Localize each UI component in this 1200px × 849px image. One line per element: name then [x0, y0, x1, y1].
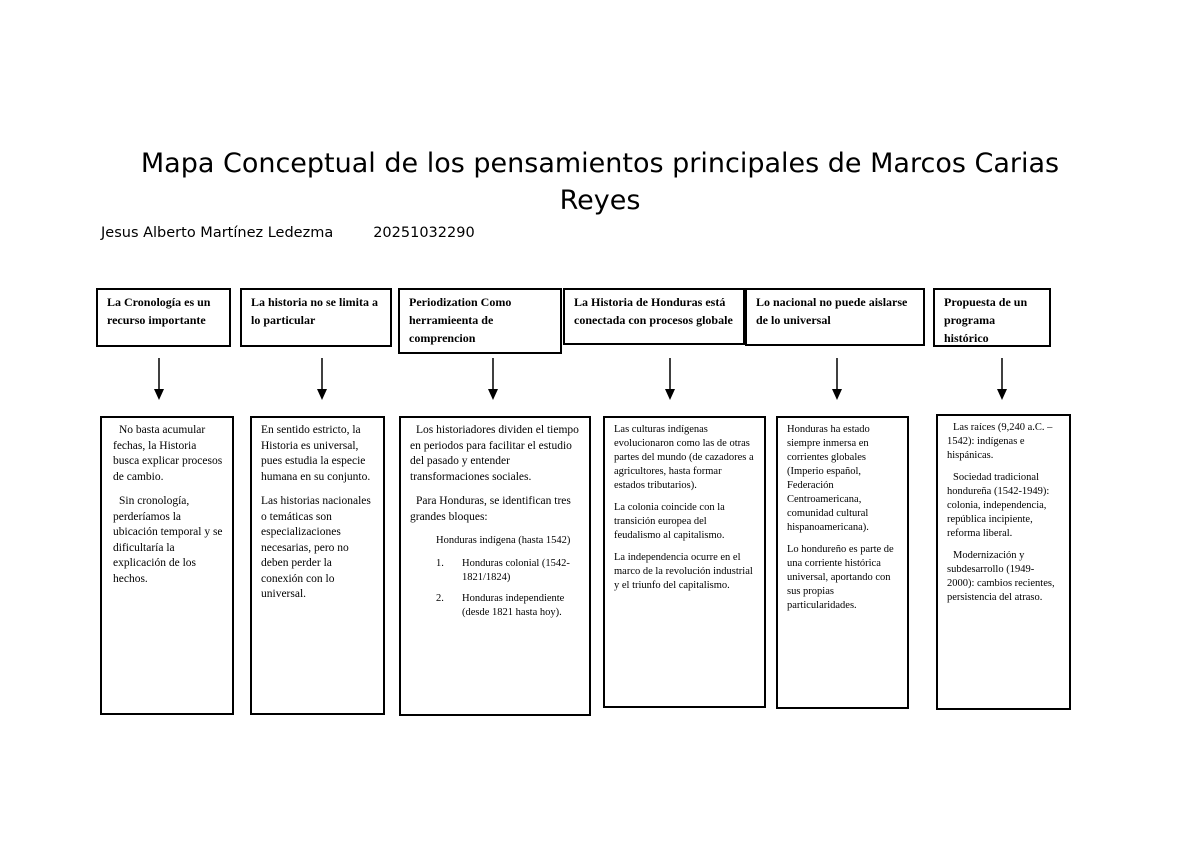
period-indigena: Honduras indígena (hasta 1542) — [436, 535, 571, 546]
list-text: Honduras independiente (desde 1821 hasta hoy). — [462, 593, 565, 618]
paragraph: Honduras ha estado siempre inmersa en corrientes globales (Imperio español, Federación Centroamericana, comunidad cultural hispanoamericana). — [787, 424, 870, 533]
arrow-down-icon — [994, 358, 1010, 400]
paragraph: No basta acumular fechas, la Historia busca explicar procesos de cambio. — [113, 424, 223, 483]
period-list — [410, 557, 580, 620]
paragraph: Para Honduras, se identifican tres grandes bloques: — [410, 495, 571, 523]
heading-box-nacional-universal — [745, 288, 925, 346]
list-text: Honduras colonial (1542-1821/1824) — [462, 558, 570, 583]
paragraph: Sin cronología, perderíamos la ubicación temporal y se dificultaría la explicación de los hechos. — [113, 495, 223, 585]
paragraph: Modernización y subdesarrollo (1949-2000): cambios recientes, persistencia del atraso. — [947, 550, 1055, 603]
list-item — [410, 592, 580, 620]
list-number: 2. — [436, 593, 444, 604]
paragraph: Las culturas indígenas evolucionaron como las de otras partes del mundo (de cazadores a agricultores, hasta formar estados tributarios). — [614, 424, 754, 491]
paragraph: En sentido estricto, la Historia es universal, pues estudia la especie humana en su conjunto. — [261, 424, 371, 483]
arrow-down-icon — [829, 358, 845, 400]
content-box-honduras-global — [603, 416, 766, 708]
paragraph: Sociedad tradicional hondureña (1542-1949): colonia, independencia, república incipiente, reforma liberal. — [947, 472, 1050, 539]
arrow-down-icon — [314, 358, 330, 400]
heading-box-programa-historico — [933, 288, 1051, 347]
content-box-historia-particular — [250, 416, 385, 715]
heading-text: Propuesta de un programa histórico — [944, 295, 1028, 345]
heading-box-cronologia — [96, 288, 231, 347]
content-box-programa-historico — [936, 414, 1071, 710]
heading-text: La Historia de Honduras está conectada con procesos globale — [574, 295, 733, 327]
heading-text: Lo nacional no puede aislarse de lo universal — [756, 295, 908, 327]
list-number: 1. — [436, 558, 444, 569]
content-box-nacional-universal — [776, 416, 909, 709]
page-title: Mapa Conceptual de los pensamientos principales de Marcos Carias Reyes — [140, 148, 1060, 216]
arrow-down-icon — [662, 358, 678, 400]
author-name: Jesus Alberto Martínez Ledezma — [101, 225, 334, 241]
content-box-periodization — [399, 416, 591, 716]
paragraph: Las historias nacionales o temáticas son especializaciones necesarias, pero no deben perder la conexión con lo universal. — [261, 495, 371, 600]
heading-box-honduras-global — [563, 288, 745, 345]
heading-text: Periodization Como herramieenta de comprencion — [409, 295, 512, 345]
paragraph: La independencia ocurre en el marco de la revolución industrial y el triunfo del capitalismo. — [614, 552, 753, 591]
content-box-cronologia — [100, 416, 234, 715]
student-id: 20251032290 — [373, 225, 475, 241]
arrow-down-icon — [485, 358, 501, 400]
arrow-down-icon — [151, 358, 167, 400]
paragraph: Lo hondureño es parte de una corriente histórica universal, aportando con sus propias particularidades. — [787, 544, 894, 611]
paragraph: Las raíces (9,240 a.C. – 1542): indígenas e hispánicas. — [947, 422, 1053, 461]
author-line — [101, 225, 475, 241]
heading-box-historia-particular — [240, 288, 392, 347]
heading-text: La Cronología es un recurso importante — [107, 295, 211, 327]
heading-text: La historia no se limita a lo particular — [251, 295, 379, 327]
paragraph: La colonia coincide con la transición europea del feudalismo al capitalismo. — [614, 502, 725, 541]
heading-box-periodization — [398, 288, 562, 354]
list-item — [410, 557, 580, 585]
paragraph: Los historiadores dividen el tiempo en periodos para facilitar el estudio del pasado y entender transformaciones sociales. — [410, 424, 579, 483]
